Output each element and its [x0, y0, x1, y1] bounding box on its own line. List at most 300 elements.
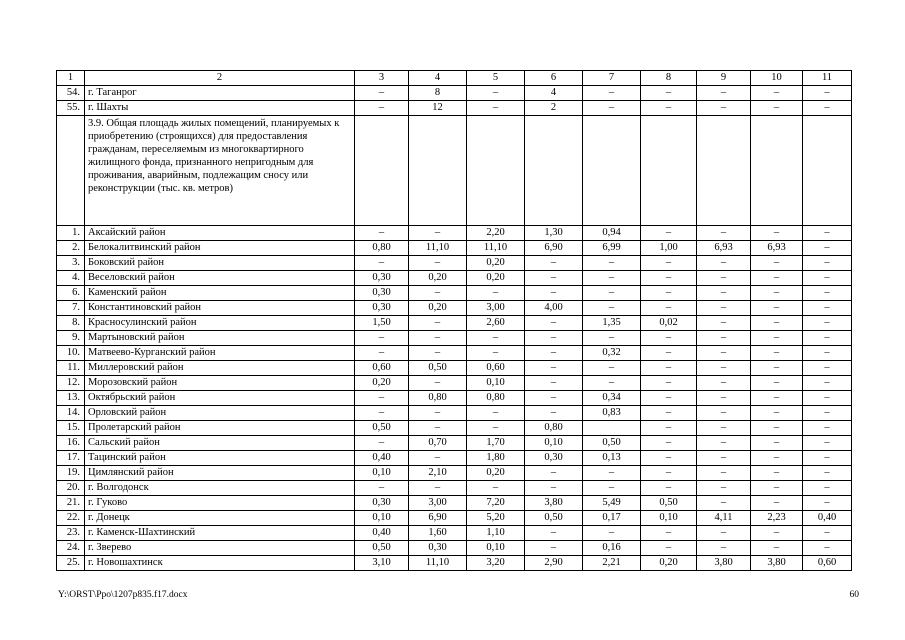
value-cell: – [641, 286, 697, 301]
value-cell: – [641, 451, 697, 466]
value-cell: – [409, 406, 467, 421]
table-row [57, 421, 852, 436]
table-row [57, 541, 852, 556]
value-cell [355, 116, 409, 226]
value-cell: – [525, 346, 583, 361]
value-cell: – [697, 226, 751, 241]
value-cell [751, 116, 803, 226]
table-header-row [57, 71, 852, 86]
value-cell: 0,30 [355, 301, 409, 316]
value-cell: 0,30 [409, 541, 467, 556]
value-cell: 0,80 [467, 391, 525, 406]
value-cell: – [583, 466, 641, 481]
value-cell: – [409, 286, 467, 301]
district-name-cell: Каменский район [85, 286, 355, 301]
district-name-cell: Октябрьский район [85, 391, 355, 406]
column-number-header: 10 [751, 71, 803, 86]
district-name-cell: г. Каменск-Шахтинский [85, 526, 355, 541]
value-cell: – [355, 226, 409, 241]
value-cell: 5,49 [583, 496, 641, 511]
table-row [57, 286, 852, 301]
table-row [57, 241, 852, 256]
value-cell: 0,50 [355, 421, 409, 436]
value-cell: – [697, 406, 751, 421]
value-cell: 0,20 [409, 301, 467, 316]
value-cell: 0,80 [409, 391, 467, 406]
value-cell: – [409, 421, 467, 436]
value-cell: – [525, 526, 583, 541]
value-cell: – [751, 101, 803, 116]
value-cell: – [803, 436, 852, 451]
row-number-cell: 17. [57, 451, 85, 466]
row-number-cell: 19. [57, 466, 85, 481]
value-cell: – [467, 481, 525, 496]
value-cell [525, 116, 583, 226]
value-cell: – [803, 406, 852, 421]
table-row [57, 226, 852, 241]
column-number-header: 6 [525, 71, 583, 86]
value-cell: – [697, 86, 751, 101]
value-cell: 0,20 [641, 556, 697, 571]
value-cell: – [641, 226, 697, 241]
value-cell: – [697, 376, 751, 391]
value-cell [697, 116, 751, 226]
value-cell: 3,00 [467, 301, 525, 316]
table-row [57, 556, 852, 571]
value-cell: 0,40 [803, 511, 852, 526]
value-cell: – [525, 361, 583, 376]
district-name-cell: г. Шахты [85, 101, 355, 116]
district-name-cell: Веселовский район [85, 271, 355, 286]
value-cell: – [803, 241, 852, 256]
district-name-cell: г. Волгодонск [85, 481, 355, 496]
district-name-cell: г. Таганрог [85, 86, 355, 101]
value-cell: 6,90 [409, 511, 467, 526]
value-cell: – [803, 481, 852, 496]
value-cell: 7,20 [467, 496, 525, 511]
value-cell: – [525, 391, 583, 406]
value-cell: – [409, 256, 467, 271]
value-cell: – [641, 406, 697, 421]
value-cell: 0,20 [467, 466, 525, 481]
value-cell: 1,50 [355, 316, 409, 331]
value-cell: – [697, 256, 751, 271]
value-cell: 0,02 [641, 316, 697, 331]
value-cell: – [751, 316, 803, 331]
value-cell: – [697, 526, 751, 541]
value-cell: – [697, 286, 751, 301]
table-body [57, 71, 852, 571]
value-cell: – [583, 331, 641, 346]
table-row [57, 346, 852, 361]
value-cell: – [803, 331, 852, 346]
column-number-header: 1 [57, 71, 85, 86]
value-cell: 0,30 [355, 286, 409, 301]
value-cell: 11,10 [409, 241, 467, 256]
value-cell: – [803, 376, 852, 391]
value-cell: – [697, 391, 751, 406]
value-cell: – [467, 286, 525, 301]
value-cell: – [525, 286, 583, 301]
district-name-cell: Красносулинский район [85, 316, 355, 331]
district-name-cell: г. Зверево [85, 541, 355, 556]
value-cell: – [751, 346, 803, 361]
value-cell: 3,20 [467, 556, 525, 571]
district-name-cell: Боковский район [85, 256, 355, 271]
value-cell: – [751, 391, 803, 406]
district-name-cell: Цимлянский район [85, 466, 355, 481]
value-cell: 1,00 [641, 241, 697, 256]
value-cell: – [641, 256, 697, 271]
value-cell: 3,80 [697, 556, 751, 571]
value-cell: 0,20 [355, 376, 409, 391]
value-cell: – [751, 436, 803, 451]
value-cell: – [355, 346, 409, 361]
value-cell: 2,10 [409, 466, 467, 481]
value-cell: 0,30 [355, 496, 409, 511]
value-cell: – [583, 256, 641, 271]
value-cell: – [803, 301, 852, 316]
value-cell: 0,20 [409, 271, 467, 286]
value-cell: 8 [409, 86, 467, 101]
value-cell: – [751, 541, 803, 556]
value-cell: – [409, 376, 467, 391]
row-number-cell: 22. [57, 511, 85, 526]
value-cell: – [803, 271, 852, 286]
value-cell: – [751, 376, 803, 391]
table-row [57, 526, 852, 541]
value-cell: – [641, 86, 697, 101]
district-name-cell: г. Донецк [85, 511, 355, 526]
value-cell: 0,32 [583, 346, 641, 361]
value-cell: – [697, 541, 751, 556]
value-cell: – [467, 421, 525, 436]
value-cell: – [641, 301, 697, 316]
value-cell: – [525, 376, 583, 391]
value-cell: – [803, 496, 852, 511]
value-cell: 2,23 [751, 511, 803, 526]
value-cell [641, 116, 697, 226]
value-cell: – [697, 466, 751, 481]
row-number-cell: 9. [57, 331, 85, 346]
value-cell: 0,50 [583, 436, 641, 451]
value-cell: – [525, 541, 583, 556]
district-name-cell: Сальский район [85, 436, 355, 451]
column-number-header: 7 [583, 71, 641, 86]
column-number-header: 2 [85, 71, 355, 86]
value-cell: – [641, 331, 697, 346]
value-cell: 6,99 [583, 241, 641, 256]
table-row [57, 496, 852, 511]
value-cell: 11,10 [409, 556, 467, 571]
value-cell: – [697, 421, 751, 436]
value-cell: 2,60 [467, 316, 525, 331]
value-cell: – [751, 421, 803, 436]
value-cell: 0,10 [467, 541, 525, 556]
value-cell: – [641, 361, 697, 376]
footer-page-number: 60 [849, 590, 859, 600]
value-cell: 6,93 [697, 241, 751, 256]
value-cell: 2,20 [467, 226, 525, 241]
section-title-cell: 3.9. Общая площадь жилых помещений, планируемых к приобретению (строящихся) для предоставления гражданам, переселяемым из многоквартирного жилищного фонда, признанного непригодным для проживания, аварийным, подлежащим сносу или реконструкции (тыс. кв. метров) [85, 116, 355, 226]
value-cell: – [697, 481, 751, 496]
district-name-cell: Миллеровский район [85, 361, 355, 376]
value-cell: – [751, 451, 803, 466]
value-cell: – [641, 481, 697, 496]
row-number-cell: 23. [57, 526, 85, 541]
value-cell: – [803, 421, 852, 436]
value-cell: – [803, 541, 852, 556]
value-cell: 0,13 [583, 451, 641, 466]
column-number-header: 4 [409, 71, 467, 86]
column-number-header: 11 [803, 71, 852, 86]
column-number-header: 9 [697, 71, 751, 86]
row-number-cell: 15. [57, 421, 85, 436]
value-cell: – [641, 391, 697, 406]
value-cell: 0,34 [583, 391, 641, 406]
value-cell: 1,35 [583, 316, 641, 331]
value-cell: 6,90 [525, 241, 583, 256]
value-cell: – [697, 271, 751, 286]
district-name-cell: Мартыновский район [85, 331, 355, 346]
value-cell: 0,20 [467, 256, 525, 271]
value-cell: – [525, 331, 583, 346]
value-cell: 0,10 [355, 466, 409, 481]
value-cell: – [697, 346, 751, 361]
value-cell: – [697, 101, 751, 116]
value-cell: 4 [525, 86, 583, 101]
value-cell: – [641, 466, 697, 481]
value-cell: – [697, 361, 751, 376]
row-number-cell: 54. [57, 86, 85, 101]
table-row [57, 316, 852, 331]
table-row [57, 86, 852, 101]
value-cell: 0,60 [355, 361, 409, 376]
value-cell: – [751, 256, 803, 271]
value-cell: 1,10 [467, 526, 525, 541]
value-cell [409, 116, 467, 226]
value-cell: 0,50 [641, 496, 697, 511]
table-row [57, 406, 852, 421]
district-name-cell: Морозовский район [85, 376, 355, 391]
value-cell: – [409, 226, 467, 241]
table-row [57, 256, 852, 271]
value-cell: – [355, 256, 409, 271]
value-cell: 0,10 [467, 376, 525, 391]
value-cell: – [467, 406, 525, 421]
value-cell: – [697, 331, 751, 346]
value-cell: – [751, 526, 803, 541]
value-cell: – [583, 526, 641, 541]
value-cell: 3,80 [525, 496, 583, 511]
data-table [56, 70, 852, 571]
value-cell: – [525, 316, 583, 331]
value-cell: – [409, 331, 467, 346]
value-cell: – [355, 436, 409, 451]
district-name-cell: г. Новошахтинск [85, 556, 355, 571]
value-cell: 5,20 [467, 511, 525, 526]
value-cell: – [803, 316, 852, 331]
value-cell: – [583, 101, 641, 116]
row-number-cell: 13. [57, 391, 85, 406]
district-name-cell: г. Гуково [85, 496, 355, 511]
value-cell: – [583, 301, 641, 316]
value-cell: – [525, 481, 583, 496]
row-number-cell: 10. [57, 346, 85, 361]
row-number-cell: 16. [57, 436, 85, 451]
value-cell: 12 [409, 101, 467, 116]
value-cell: – [803, 256, 852, 271]
value-cell: – [525, 271, 583, 286]
value-cell: 0,60 [803, 556, 852, 571]
value-cell: 11,10 [467, 241, 525, 256]
value-cell: – [641, 346, 697, 361]
value-cell: – [641, 541, 697, 556]
value-cell: – [697, 436, 751, 451]
table-row [57, 466, 852, 481]
value-cell: 1,70 [467, 436, 525, 451]
value-cell: – [697, 451, 751, 466]
value-cell: 1,30 [525, 226, 583, 241]
value-cell: – [751, 496, 803, 511]
row-number-cell: 20. [57, 481, 85, 496]
value-cell: – [697, 316, 751, 331]
value-cell: – [803, 346, 852, 361]
value-cell: – [409, 451, 467, 466]
value-cell: 0,60 [467, 361, 525, 376]
value-cell: 2,90 [525, 556, 583, 571]
table-row [57, 376, 852, 391]
value-cell: 6,93 [751, 241, 803, 256]
value-cell: – [467, 86, 525, 101]
value-cell: – [751, 466, 803, 481]
value-cell: 1,80 [467, 451, 525, 466]
value-cell: 4,00 [525, 301, 583, 316]
value-cell: 0,16 [583, 541, 641, 556]
table-row [57, 361, 852, 376]
value-cell: – [697, 496, 751, 511]
value-cell: – [803, 526, 852, 541]
table-row [57, 101, 852, 116]
value-cell: – [751, 481, 803, 496]
value-cell: – [751, 301, 803, 316]
value-cell: – [641, 526, 697, 541]
value-cell: – [355, 331, 409, 346]
value-cell: – [467, 346, 525, 361]
column-number-header: 5 [467, 71, 525, 86]
value-cell: 0,50 [355, 541, 409, 556]
district-name-cell: Орловский район [85, 406, 355, 421]
value-cell: – [525, 256, 583, 271]
row-number-cell: 25. [57, 556, 85, 571]
value-cell: – [641, 421, 697, 436]
value-cell: 0,80 [355, 241, 409, 256]
value-cell: 0,50 [525, 511, 583, 526]
district-name-cell: Матвеево-Курганский район [85, 346, 355, 361]
value-cell: – [751, 331, 803, 346]
value-cell: – [803, 286, 852, 301]
district-name-cell: Пролетарский район [85, 421, 355, 436]
value-cell: 2 [525, 101, 583, 116]
value-cell: – [583, 86, 641, 101]
value-cell: 0,40 [355, 451, 409, 466]
table-row [57, 511, 852, 526]
value-cell [467, 116, 525, 226]
value-cell: 0,50 [409, 361, 467, 376]
value-cell: – [803, 466, 852, 481]
row-number-cell: 14. [57, 406, 85, 421]
value-cell: – [803, 101, 852, 116]
table-row [57, 301, 852, 316]
value-cell: – [409, 346, 467, 361]
row-number-cell: 1. [57, 226, 85, 241]
value-cell: – [803, 391, 852, 406]
district-name-cell: Тацинский район [85, 451, 355, 466]
value-cell: – [751, 86, 803, 101]
value-cell: 1,60 [409, 526, 467, 541]
row-number-cell: 11. [57, 361, 85, 376]
value-cell: – [751, 406, 803, 421]
row-number-cell: 2. [57, 241, 85, 256]
row-number-cell: 3. [57, 256, 85, 271]
value-cell: 2,21 [583, 556, 641, 571]
value-cell: – [751, 361, 803, 376]
value-cell: 0,20 [467, 271, 525, 286]
row-number-cell: 6. [57, 286, 85, 301]
value-cell: 0,10 [525, 436, 583, 451]
value-cell: – [525, 466, 583, 481]
value-cell: – [641, 436, 697, 451]
value-cell: – [641, 101, 697, 116]
value-cell: 0,70 [409, 436, 467, 451]
value-cell: 0,10 [355, 511, 409, 526]
value-cell: 0,94 [583, 226, 641, 241]
table-row [57, 331, 852, 346]
row-number-cell: 4. [57, 271, 85, 286]
value-cell: – [583, 481, 641, 496]
value-cell: – [641, 271, 697, 286]
value-cell: – [355, 406, 409, 421]
table-row [57, 481, 852, 496]
value-cell: – [409, 481, 467, 496]
table-row [57, 436, 852, 451]
district-name-cell: Константиновский район [85, 301, 355, 316]
column-number-header: 3 [355, 71, 409, 86]
value-cell: 0,10 [641, 511, 697, 526]
row-number-cell: 7. [57, 301, 85, 316]
table-row [57, 271, 852, 286]
value-cell: – [803, 86, 852, 101]
table-row [57, 451, 852, 466]
row-number-cell: 21. [57, 496, 85, 511]
value-cell: 3,10 [355, 556, 409, 571]
value-cell: 3,80 [751, 556, 803, 571]
value-cell: – [583, 286, 641, 301]
value-cell: – [583, 361, 641, 376]
value-cell: – [467, 101, 525, 116]
value-cell: – [583, 376, 641, 391]
value-cell: 0,80 [525, 421, 583, 436]
footer-file-path: Y:\ORST\Ppo\1207p835.f17.docx [58, 590, 188, 600]
value-cell: – [751, 271, 803, 286]
value-cell [583, 421, 641, 436]
column-number-header: 8 [641, 71, 697, 86]
value-cell: – [751, 226, 803, 241]
value-cell: – [697, 301, 751, 316]
value-cell: – [355, 101, 409, 116]
value-cell: – [803, 361, 852, 376]
value-cell: 0,30 [355, 271, 409, 286]
